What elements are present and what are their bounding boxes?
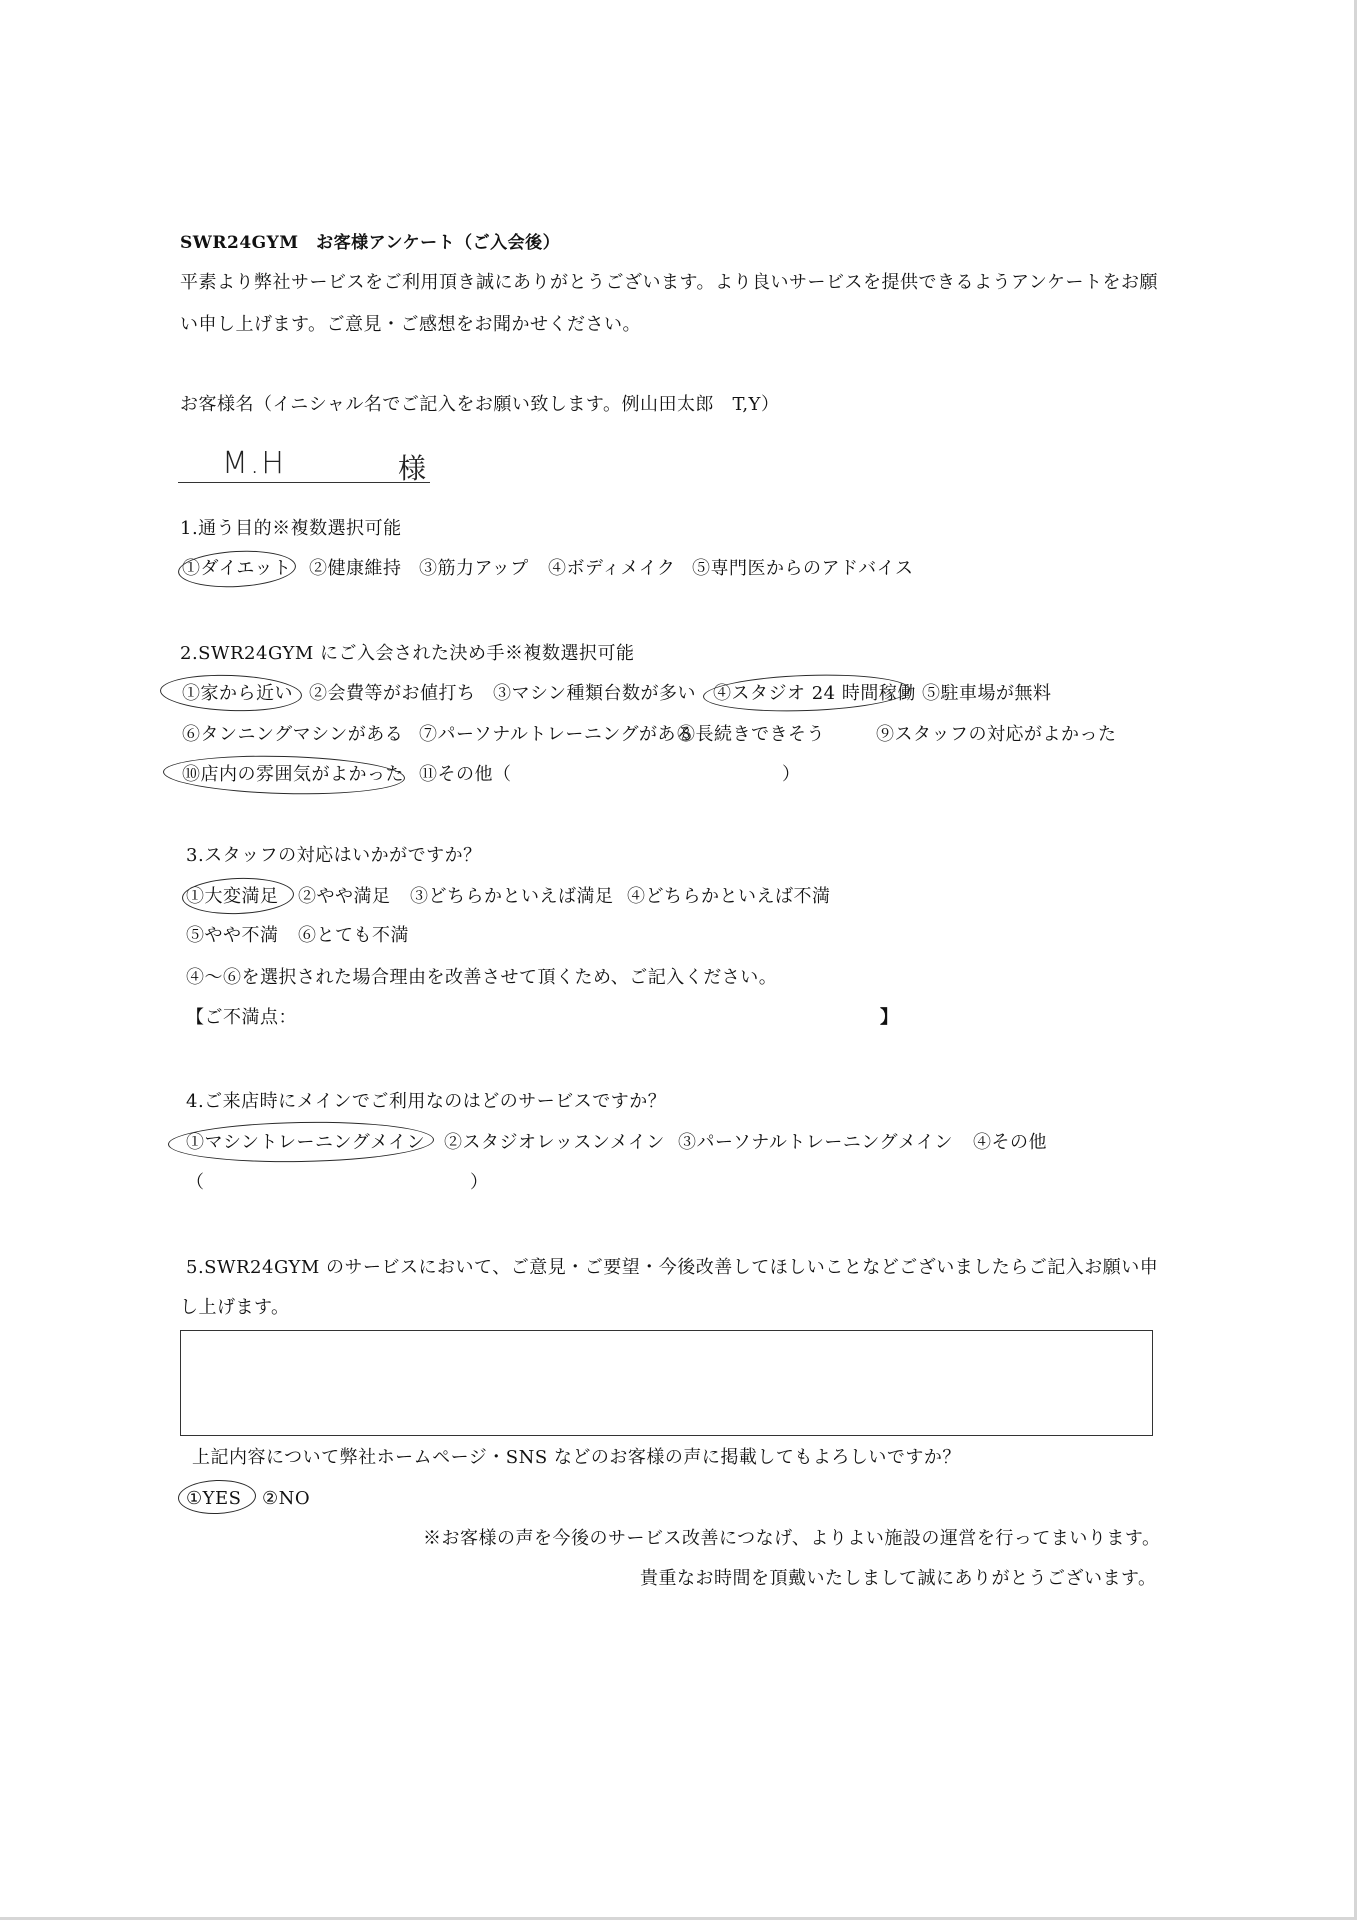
q1-question: 1.通う目的※複数選択可能	[180, 518, 402, 539]
publish-question: 上記内容について弊社ホームページ・SNS などのお客様の声に掲載してもよろしいですか？	[192, 1447, 961, 1468]
q4-option-2[interactable]: ②スタジオレッスンメイン	[444, 1132, 665, 1153]
q1-option-4[interactable]: ④ボディメイク	[548, 558, 676, 579]
q1-option-3[interactable]: ③筋力アップ	[419, 558, 529, 579]
q2-option-6[interactable]: ⑥タンニングマシンがある	[182, 724, 404, 745]
q2-option-9[interactable]: ⑨スタッフの対応がよかった	[876, 724, 1117, 745]
q2-option-11[interactable]: ⑪その他（	[419, 764, 512, 785]
q4-option-4[interactable]: ④その他	[973, 1132, 1047, 1153]
survey-title: SWR24GYM お客様アンケート（ご入会後）	[180, 233, 561, 253]
q3-option-3[interactable]: ③どちらかといえば満足	[410, 886, 614, 907]
q3-option-6[interactable]: ⑥とても不満	[298, 925, 409, 946]
q4-other-open: （	[186, 1172, 205, 1193]
q4-option-1[interactable]: ①マシントレーニングメイン	[186, 1132, 426, 1153]
q5-comment-box[interactable]	[180, 1330, 1153, 1436]
q1-option-5[interactable]: ⑤専門医からのアドバイス	[692, 558, 914, 579]
q4-option-1-circle-mark	[168, 1120, 435, 1165]
q4-other-close: ）	[470, 1172, 489, 1193]
footer-line-2: 貴重なお時間を頂戴いたしまして誠にありがとうございます。	[640, 1568, 1157, 1589]
q3-option-2[interactable]: ②やや満足	[298, 886, 391, 907]
q1-option-1-circle-mark	[177, 548, 297, 590]
q5-question-line-2: し上げます。	[180, 1297, 290, 1318]
q3-complaint-label: 【ご不満点：	[186, 1007, 297, 1028]
q5-question-line-1: 5.SWR24GYM のサービスにおいて、ご意見・ご要望・今後改善してほしいことなどございましたらご記入お願い申	[186, 1257, 1159, 1278]
intro-line-1: 平素より弊社サービスをご利用頂き誠にありがとうございます。より良いサービスを提供できるようアンケートをお願	[180, 272, 1158, 293]
q2-option-7[interactable]: ⑦パーソナルトレーニングがある	[419, 724, 695, 745]
publish-option-yes[interactable]: ①YES	[186, 1488, 242, 1509]
q2-option-8[interactable]: ⑧長続きできそう	[677, 724, 825, 745]
q2-option-4-circle-mark	[702, 671, 910, 714]
q1-option-1[interactable]: ①ダイエット	[182, 558, 292, 579]
q3-question: 3.スタッフの対応はいかがですか？	[186, 845, 482, 866]
q2-option-1-circle-mark	[159, 673, 302, 714]
name-label: お客様名（イニシャル名でご記入をお願い致します。例山田太郎 T,Y）	[180, 394, 780, 415]
q2-question: 2.SWR24GYM にご入会された決め手※複数選択可能	[180, 643, 635, 664]
intro-line-2: い申し上げます。ご意見・ご感想をお聞かせください。	[180, 314, 642, 335]
name-handwritten: M.H	[222, 446, 286, 481]
q2-other-close: ）	[782, 764, 801, 785]
q2-option-10-circle-mark	[163, 753, 406, 797]
q2-option-4[interactable]: ④スタジオ 24 時間稼働	[713, 683, 916, 704]
q2-option-5[interactable]: ⑤駐車場が無料	[922, 683, 1052, 704]
q3-complaint-close: 】	[880, 1007, 899, 1028]
q2-option-2[interactable]: ②会費等がお値打ち	[309, 683, 476, 704]
q1-option-2[interactable]: ②健康維持	[309, 558, 402, 579]
publish-option-no[interactable]: ②NO	[262, 1488, 311, 1509]
q4-option-3[interactable]: ③パーソナルトレーニングメイン	[678, 1132, 953, 1153]
q3-option-4[interactable]: ④どちらかといえば不満	[627, 886, 831, 907]
q3-note: ④～⑥を選択された場合理由を改善させて頂くため、ご記入ください。	[186, 967, 778, 988]
name-suffix: 様	[398, 452, 427, 485]
q3-option-1[interactable]: ①大変満足	[186, 886, 279, 907]
footer-line-1: ※お客様の声を今後のサービス改善につなげ、よりよい施設の運営を行ってまいります。	[423, 1528, 1161, 1549]
q2-option-10[interactable]: ⑩店内の雰囲気がよかった	[182, 764, 404, 785]
q2-option-3[interactable]: ③マシン種類台数が多い	[493, 683, 697, 704]
q3-option-5[interactable]: ⑤やや不満	[186, 925, 279, 946]
name-underline	[178, 482, 430, 483]
q4-question: 4.ご来店時にメインでご利用なのはどのサービスですか？	[186, 1091, 667, 1112]
publish-option-yes-circle-mark	[177, 1479, 256, 1516]
q3-option-1-circle-mark	[181, 876, 294, 916]
q2-option-1[interactable]: ①家から近い	[182, 683, 293, 704]
